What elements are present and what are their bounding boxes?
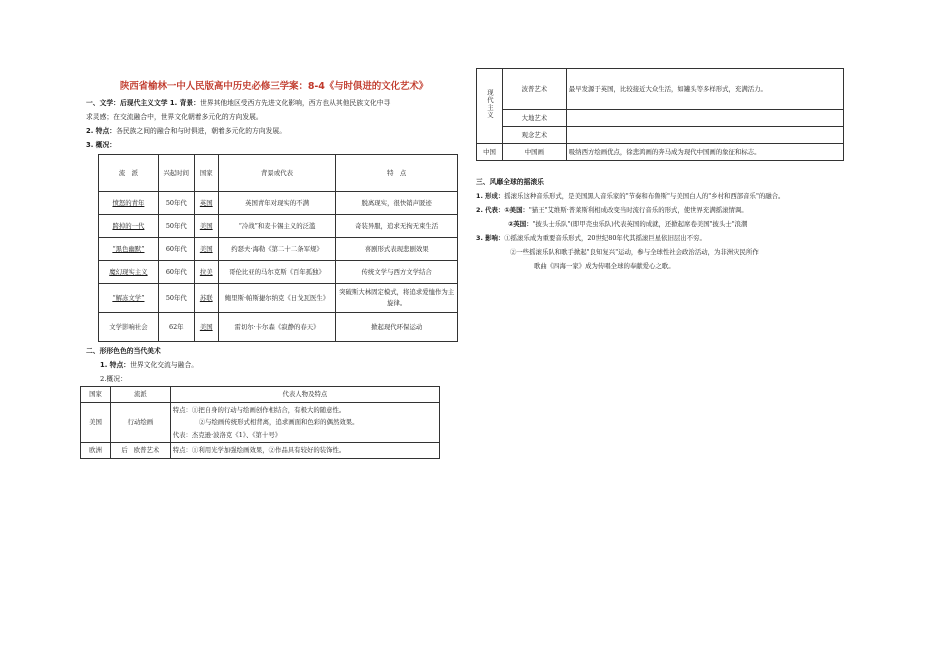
header-background: 背景或代表 xyxy=(218,155,336,192)
modern-art-table xyxy=(476,68,844,161)
table-header-row xyxy=(99,155,458,192)
art-table xyxy=(80,386,440,459)
detail-line: 代表：杰克逊·波洛克《1》、《第十号》 xyxy=(172,430,282,439)
cell-country xyxy=(81,443,111,459)
overview-label: 3. 概况： xyxy=(86,141,117,149)
cell-school: 行动绘画 xyxy=(110,402,170,443)
school-text: 欧普艺术 xyxy=(133,446,160,454)
section2-heading: 二、形形色色的当代美术 xyxy=(86,347,161,355)
influence-text: ①摇滚乐成为重要音乐形式，20世纪80年代其摇滚巨星依旧层出不穷。 xyxy=(504,234,706,242)
cell-country: 中国 xyxy=(477,144,503,161)
cell-name: 中国画 xyxy=(502,144,566,161)
representative-usa-text: "猫王"艾维斯·普莱斯利相成改变当时流行音乐的形式，使世界充满摇滚情调。 xyxy=(528,206,748,214)
cell-text xyxy=(566,110,843,127)
header-features: 特 点 xyxy=(336,155,458,192)
cell-country: 英国 xyxy=(194,192,218,215)
cell-background: 雷切尔·卡尔森《寂静的春天》 xyxy=(218,313,336,342)
influence-text-2: ②一些摇滚乐队和歌手掀起"良知复兴"运动，参与全球性社会政治活动，为非洲灾民所作 xyxy=(510,248,759,256)
cell-features: 掀起现代环保运动 xyxy=(336,313,458,342)
representative-label: 2. 代表：①美国： xyxy=(476,206,529,214)
cell-school: “黑色幽默” xyxy=(99,238,159,261)
feature-text: 世界文化交流与融合。 xyxy=(130,361,199,369)
art-header-row xyxy=(81,387,440,403)
influence-text-3: 歌曲《四海一家》成为传唱全球的奉献爱心之歌。 xyxy=(534,262,675,270)
cell-country: 美国 xyxy=(194,238,218,261)
cell-time: 50年代 xyxy=(158,192,194,215)
detail-line: 特点：①把自身的行动与绘画创作相结合，有极大的随意性。 xyxy=(172,405,346,414)
literature-table xyxy=(98,154,458,342)
cell-background: 约瑟夫·海勒《第二十二条军规》 xyxy=(218,238,336,261)
art-header-representatives: 代表人物及特点 xyxy=(170,387,439,403)
rock-formation xyxy=(476,189,848,203)
cell-school: 文学影响社会 xyxy=(99,313,159,342)
table-row xyxy=(477,69,844,110)
cell-school: 愤怒的青年 xyxy=(99,192,159,215)
header-time: 兴起时间 xyxy=(158,155,194,192)
cell-name: 大地艺术 xyxy=(502,110,566,127)
background-text: 世界其他地区受西方先进文化影响，西方也从其他民族文化中寻 xyxy=(200,99,391,107)
cell-details: 特点：①利用光学加强绘画效果，②作品具有较好的装饰性。 xyxy=(170,443,439,459)
background-text-2: 求灵感；在交流融合中，世界文化朝着多元化的方向发展。 xyxy=(86,113,263,121)
country-text: 欧洲 xyxy=(89,446,102,454)
section2-overview-label: 2.概况： xyxy=(100,375,127,383)
cell-features: 突破斯大林固定模式，将追求爱恤作为主旋律。 xyxy=(336,284,458,313)
background-label: 后现代主义文学 1. 背景： xyxy=(119,99,200,107)
trend-label: 2. 特点： xyxy=(86,127,117,135)
school-prefix: 后 xyxy=(121,446,128,454)
cell-details xyxy=(170,402,439,443)
section1-background xyxy=(86,96,462,110)
right-column xyxy=(476,68,848,273)
trend-text: 各民族之间的融合和与时俱进，朝着多元化的方向发展。 xyxy=(116,127,286,135)
cell-background: 英国青年对现实的不满 xyxy=(218,192,336,215)
rock-representative-uk xyxy=(476,217,848,231)
cell-background: “冷战”和麦卡锡主义的泛滥 xyxy=(218,215,336,238)
section1-trend xyxy=(86,124,462,138)
cell-background: 哥伦比亚的马尔克斯《百年孤独》 xyxy=(218,261,336,284)
cell-time: 50年代 xyxy=(158,215,194,238)
cell-text xyxy=(566,127,843,144)
section2-feature xyxy=(86,358,462,372)
formation-label: 1. 形成： xyxy=(476,192,505,200)
rock-representative-usa xyxy=(476,203,848,217)
cell-country: 美国 xyxy=(194,215,218,238)
cell-time: 50年代 xyxy=(158,284,194,313)
cell-features: 奇装异服，追求无拘无束生活 xyxy=(336,215,458,238)
section3-heading: 三、风靡全球的摇滚乐 xyxy=(476,178,544,186)
feature-label: 1. 特点： xyxy=(100,361,131,369)
cell-features: 脱离现实，很快销声匿迹 xyxy=(336,192,458,215)
cell-time: 60年代 xyxy=(158,238,194,261)
cell-country: 美国 xyxy=(194,313,218,342)
cell-time: 62年 xyxy=(158,313,194,342)
cell-name: 观念艺术 xyxy=(502,127,566,144)
table-row xyxy=(477,144,844,161)
art-header-country: 国家 xyxy=(81,387,111,403)
table-row xyxy=(99,313,458,342)
cell-school xyxy=(110,443,170,459)
table-row xyxy=(99,284,458,313)
cell-features: 传统文学与西方文学结合 xyxy=(336,261,458,284)
header-school: 流 派 xyxy=(99,155,159,192)
group-label-text: 现代主义 xyxy=(485,89,494,119)
formation-text: 摇滚乐这种音乐形式，是美国黑人音乐家的"节奏和布鲁斯"与美国白人的"乡村和西部音乐"的融合。 xyxy=(504,192,785,200)
document-title: 陕西省榆林一中人民版高中历史必修三学案：8-4《与时俱进的文化艺术》 xyxy=(119,81,429,92)
cell-features: 喜剧形式表现悲剧效果 xyxy=(336,238,458,261)
table-row xyxy=(99,192,458,215)
cell-background: 鲍里斯·帕斯捷尔纳克《日戈瓦医生》 xyxy=(218,284,336,313)
rock-influence xyxy=(476,231,848,245)
table-row xyxy=(99,215,458,238)
cell-country: 苏联 xyxy=(194,284,218,313)
section1-heading: 一、文学： xyxy=(86,99,120,107)
cell-name: 波普艺术 xyxy=(502,69,566,110)
group-label xyxy=(477,69,503,144)
table-row xyxy=(99,238,458,261)
art-row-europe xyxy=(81,443,440,459)
art-row-usa xyxy=(81,402,440,443)
header-country: 国家 xyxy=(194,155,218,192)
influence-label: 3. 影响： xyxy=(476,234,505,242)
detail-line: ②与绘画传统形式相背离，追求画面和色彩的偶然效果。 xyxy=(198,418,359,426)
cell-country: 拉美 xyxy=(194,261,218,284)
cell-country: 美国 xyxy=(81,402,111,443)
left-column xyxy=(86,78,462,459)
table-row xyxy=(99,261,458,284)
cell-time: 60年代 xyxy=(158,261,194,284)
table-row xyxy=(477,110,844,127)
art-header-school: 流派 xyxy=(110,387,170,403)
cell-text: 最早发源于英国，比较接近大众生活，如罐头等多样形式，充满活力。 xyxy=(566,69,843,110)
table-row xyxy=(477,127,844,144)
cell-text: 吸纳西方绘画优点，徐悲鸿画的奔马成为现代中国画的象征和标志。 xyxy=(566,144,843,161)
cell-school: 跨掉的一代 xyxy=(99,215,159,238)
cell-school: 魔幻现实主义 xyxy=(99,261,159,284)
cell-school: “解冻文学” xyxy=(99,284,159,313)
uk-label: ②英国： xyxy=(508,220,533,228)
representative-uk-text: "披头士乐队"(即甲壳虫乐队)代表英国的成就，还掀起席卷美国"披头士"浪潮 xyxy=(532,220,748,228)
